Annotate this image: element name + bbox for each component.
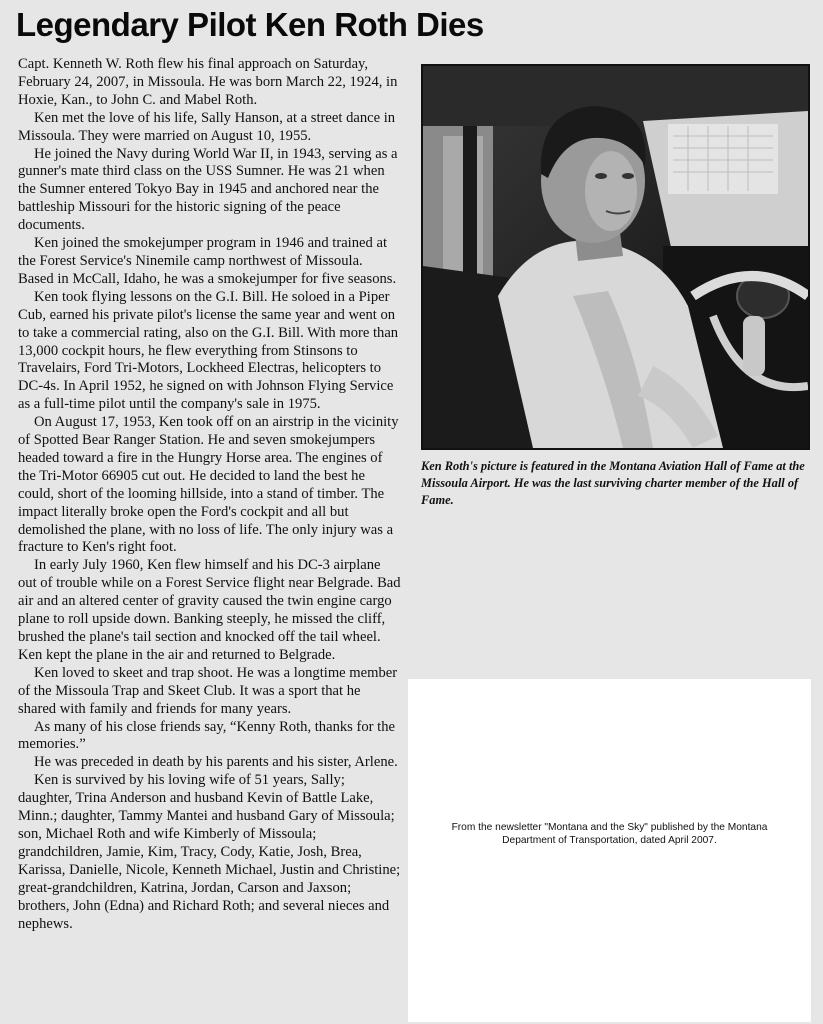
- article-body: [18, 56, 402, 933]
- source-note-box: [408, 679, 811, 1022]
- article-paragraph: As many of his close friends say, “Kenny Roth, thanks for the memories.”: [18, 718, 395, 753]
- article-paragraph: Ken took flying lessons on the G.I. Bill. He soloed in a Piper Cub, earned his private pilot's license the same year and went on to take a commercial rating, also on the G.I. Bill. With more than 13,000 cockpit hours, he flew everything from Stinsons to Travelairs, Ford Tri-Motors, Lockheed Electras, helicopters to DC-4s. In April 1952, he signed on with Johnson Flying Service as a full-time pilot until the company's sale in 1975.: [18, 288, 399, 413]
- article-paragraph: In early July 1960, Ken flew himself and his DC-3 airplane out of trouble while on a Forest Service flight near Belgrade. Bad air and an altered center of gravity caused the twin engine cargo plane to roll upside down. Banking steeply, he missed the cliff, brushed the plane's tail section and knocked off the tail wheel. Ken kept the plane in the air and returned to Belgrade.: [18, 557, 401, 663]
- article-paragraph: Ken loved to skeet and trap shoot. He was a longtime member of the Missoula Trap and Skeet Club. It was a sport that he shared with family and friends for many years.: [18, 664, 398, 717]
- pilot-portrait-photo: [421, 64, 810, 450]
- article-paragraph: Ken is survived by his loving wife of 51 years, Sally; daughter, Trina Anderson and husband Kevin of Battle Lake, Minn.; daughter, Tammy Mantei and husband Gary of Missoula; son, Michael Roth and wife Kimberly of Missoula; grandchildren, Jamie, Kim, Tracy, Cody, Katie, Josh, Brea, Karissa, Danielle, Nicole, Kenneth Michael, Justin and Christine; great-grandchildren, Katrina, Jordan, Carson and Jaxson; brothers, John (Edna) and Richard Roth; and several nieces and nephews.: [18, 772, 401, 932]
- article-paragraph: Capt. Kenneth W. Roth flew his final approach on Saturday, February 24, 2007, in Missoula. He was born March 22, 1924, in Hoxie, Kan., to John C. and Mabel Roth.: [18, 56, 398, 108]
- headline: Legendary Pilot Ken Roth Dies: [16, 6, 484, 43]
- source-note: From the newsletter "Montana and the Sky" published by the Montana Department of Transportation, dated April 2007.: [451, 822, 768, 846]
- article-paragraph: Ken joined the smokejumper program in 1946 and trained at the Forest Service's Ninemile camp northwest of Missoula. Based in McCall, Idaho, he was a smokejumper for five seasons.: [18, 235, 397, 287]
- article-paragraph: Ken met the love of his life, Sally Hanson, at a street dance in Missoula. They were married on August 10, 1955.: [18, 109, 396, 144]
- photo-caption: Ken Roth's picture is featured in the Montana Aviation Hall of Fame at the Missoula Airport. He was the last surviving charter member of the Hall of Fame.: [421, 459, 805, 507]
- cockpit-scene: [423, 66, 808, 448]
- article-paragraph: He joined the Navy during World War II, in 1943, serving as a gunner's mate third class on the USS Sumner. He was 21 when the Sumner entered Tokyo Bay in 1945 and anchored near the battleship Missouri for the historic signing of the peace documents.: [18, 145, 398, 234]
- article-paragraph: On August 17, 1953, Ken took off on an airstrip in the vicinity of Spotted Bear Ranger Station. He and seven smokejumpers headed toward a fire in the Hungry Horse area. The engines of the Tri-Motor 66905 cut out. He decided to land the best he could, short of the looming hillside, into a stand of timber. The impact literally broke open the Ford's cockpit and all but demolished the plane, with no loss of life. The only injury was a fracture to Ken's right foot.: [18, 414, 399, 556]
- article-paragraph: He was preceded in death by his parents and his sister, Arlene.: [34, 754, 398, 771]
